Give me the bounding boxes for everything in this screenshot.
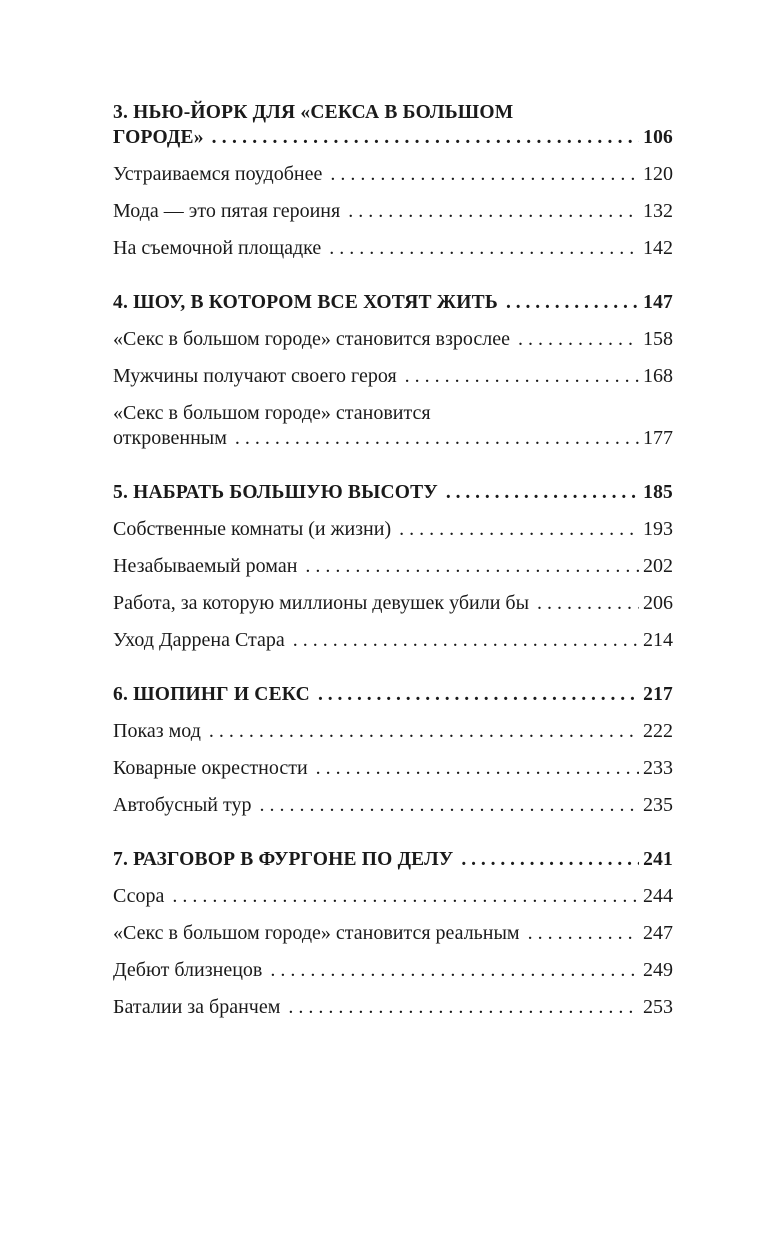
leader-dots	[518, 327, 639, 352]
leader-dots	[537, 591, 639, 616]
leader-dots	[330, 162, 639, 187]
chapter-title-line1: 3. НЬЮ-ЙОРК ДЛЯ «СЕКСА В БОЛЬШОМ	[113, 102, 514, 123]
leader-dots	[235, 426, 639, 451]
entry-page-number: 206	[643, 592, 673, 614]
entry-title: Дебют близнецов	[113, 959, 263, 981]
chapter-page-number: 241	[643, 849, 673, 870]
entry-page-number: 222	[643, 720, 673, 742]
entry-title: Устраиваемся поудобнее	[113, 163, 323, 185]
entry-page-number: 158	[643, 328, 673, 350]
chapter-heading	[113, 682, 673, 707]
chapter-heading	[113, 847, 673, 872]
entry-page-number: 120	[643, 163, 673, 185]
leader-dots	[288, 995, 639, 1020]
entry-page-number: 168	[643, 365, 673, 387]
entry-page-number: 202	[643, 555, 673, 577]
leader-dots	[259, 793, 639, 818]
entry-page-number: 247	[643, 922, 673, 944]
entry-title: На съемочной площадке	[113, 237, 322, 259]
leader-dots	[506, 290, 639, 315]
entry-page-number: 142	[643, 237, 673, 259]
toc-section-3	[113, 100, 673, 261]
toc-entry	[113, 756, 673, 781]
toc-entry	[113, 236, 673, 261]
leader-dots	[318, 682, 639, 707]
entry-title-line1: «Секс в большом городе» становится	[113, 402, 431, 424]
table-of-contents	[113, 100, 673, 1049]
leader-dots	[209, 719, 639, 744]
chapter-heading	[113, 290, 673, 315]
leader-dots	[528, 921, 639, 946]
toc-entry	[113, 921, 673, 946]
chapter-page-number: 147	[643, 292, 673, 313]
chapter-title: 4. ШОУ, В КОТОРОМ ВСЕ ХОТЯТ ЖИТЬ	[113, 292, 498, 313]
entry-title: Ссора	[113, 885, 165, 907]
entry-title: Работа, за которую миллионы девушек убили бы	[113, 592, 530, 614]
entry-title: Показ мод	[113, 720, 201, 742]
entry-page-number: 235	[643, 794, 673, 816]
chapter-page-number: 217	[643, 684, 673, 705]
entry-page-number: 132	[643, 200, 673, 222]
chapter-title: 7. РАЗГОВОР В ФУРГОНЕ ПО ДЕЛУ	[113, 849, 454, 870]
entry-page-number: 177	[643, 427, 673, 449]
entry-title: Мода — это пятая героиня	[113, 200, 341, 222]
toc-entry	[113, 162, 673, 187]
entry-title-line2: откровенным	[113, 427, 227, 449]
chapter-heading	[113, 100, 673, 150]
toc-entry	[113, 327, 673, 352]
entry-title: «Секс в большом городе» становится реальным	[113, 922, 520, 944]
entry-title: Автобусный тур	[113, 794, 252, 816]
chapter-title: 6. ШОПИНГ И СЕКС	[113, 684, 310, 705]
entry-title: «Секс в большом городе» становится взрослее	[113, 328, 510, 350]
toc-entry	[113, 517, 673, 542]
toc-entry	[113, 793, 673, 818]
toc-section-6	[113, 682, 673, 818]
toc-entry	[113, 884, 673, 909]
chapter-heading	[113, 480, 673, 505]
entry-page-number: 233	[643, 757, 673, 779]
entry-page-number: 249	[643, 959, 673, 981]
entry-page-number: 193	[643, 518, 673, 540]
toc-section-4	[113, 290, 673, 451]
toc-entry	[113, 554, 673, 579]
entry-title: Уход Даррена Стара	[113, 629, 285, 651]
toc-entry	[113, 995, 673, 1020]
entry-title: Мужчины получают своего героя	[113, 365, 397, 387]
entry-title: Коварные окрестности	[113, 757, 308, 779]
leader-dots	[405, 364, 639, 389]
leader-dots	[293, 628, 639, 653]
leader-dots	[446, 480, 639, 505]
chapter-page-number: 185	[643, 482, 673, 503]
entry-page-number: 253	[643, 996, 673, 1018]
leader-dots	[316, 756, 639, 781]
leader-dots	[348, 199, 639, 224]
entry-page-number: 244	[643, 885, 673, 907]
toc-entry	[113, 199, 673, 224]
leader-dots	[172, 884, 639, 909]
leader-dots	[399, 517, 639, 542]
toc-entry	[113, 401, 673, 451]
toc-entry	[113, 591, 673, 616]
toc-section-7	[113, 847, 673, 1020]
entry-title: Собственные комнаты (и жизни)	[113, 518, 392, 540]
leader-dots	[270, 958, 639, 983]
chapter-title: 5. НАБРАТЬ БОЛЬШУЮ ВЫСОТУ	[113, 482, 438, 503]
toc-entry	[113, 719, 673, 744]
leader-dots	[461, 847, 639, 872]
chapter-page-number: 106	[643, 127, 673, 148]
toc-entry	[113, 958, 673, 983]
entry-title: Баталии за бранчем	[113, 996, 281, 1018]
toc-section-5	[113, 480, 673, 653]
chapter-title-line2: ГОРОДЕ»	[113, 127, 204, 148]
entry-title: Незабываемый роман	[113, 555, 298, 577]
leader-dots	[305, 554, 639, 579]
toc-entry	[113, 364, 673, 389]
toc-entry	[113, 628, 673, 653]
leader-dots	[329, 236, 639, 261]
entry-page-number: 214	[643, 629, 673, 651]
leader-dots	[212, 125, 639, 150]
